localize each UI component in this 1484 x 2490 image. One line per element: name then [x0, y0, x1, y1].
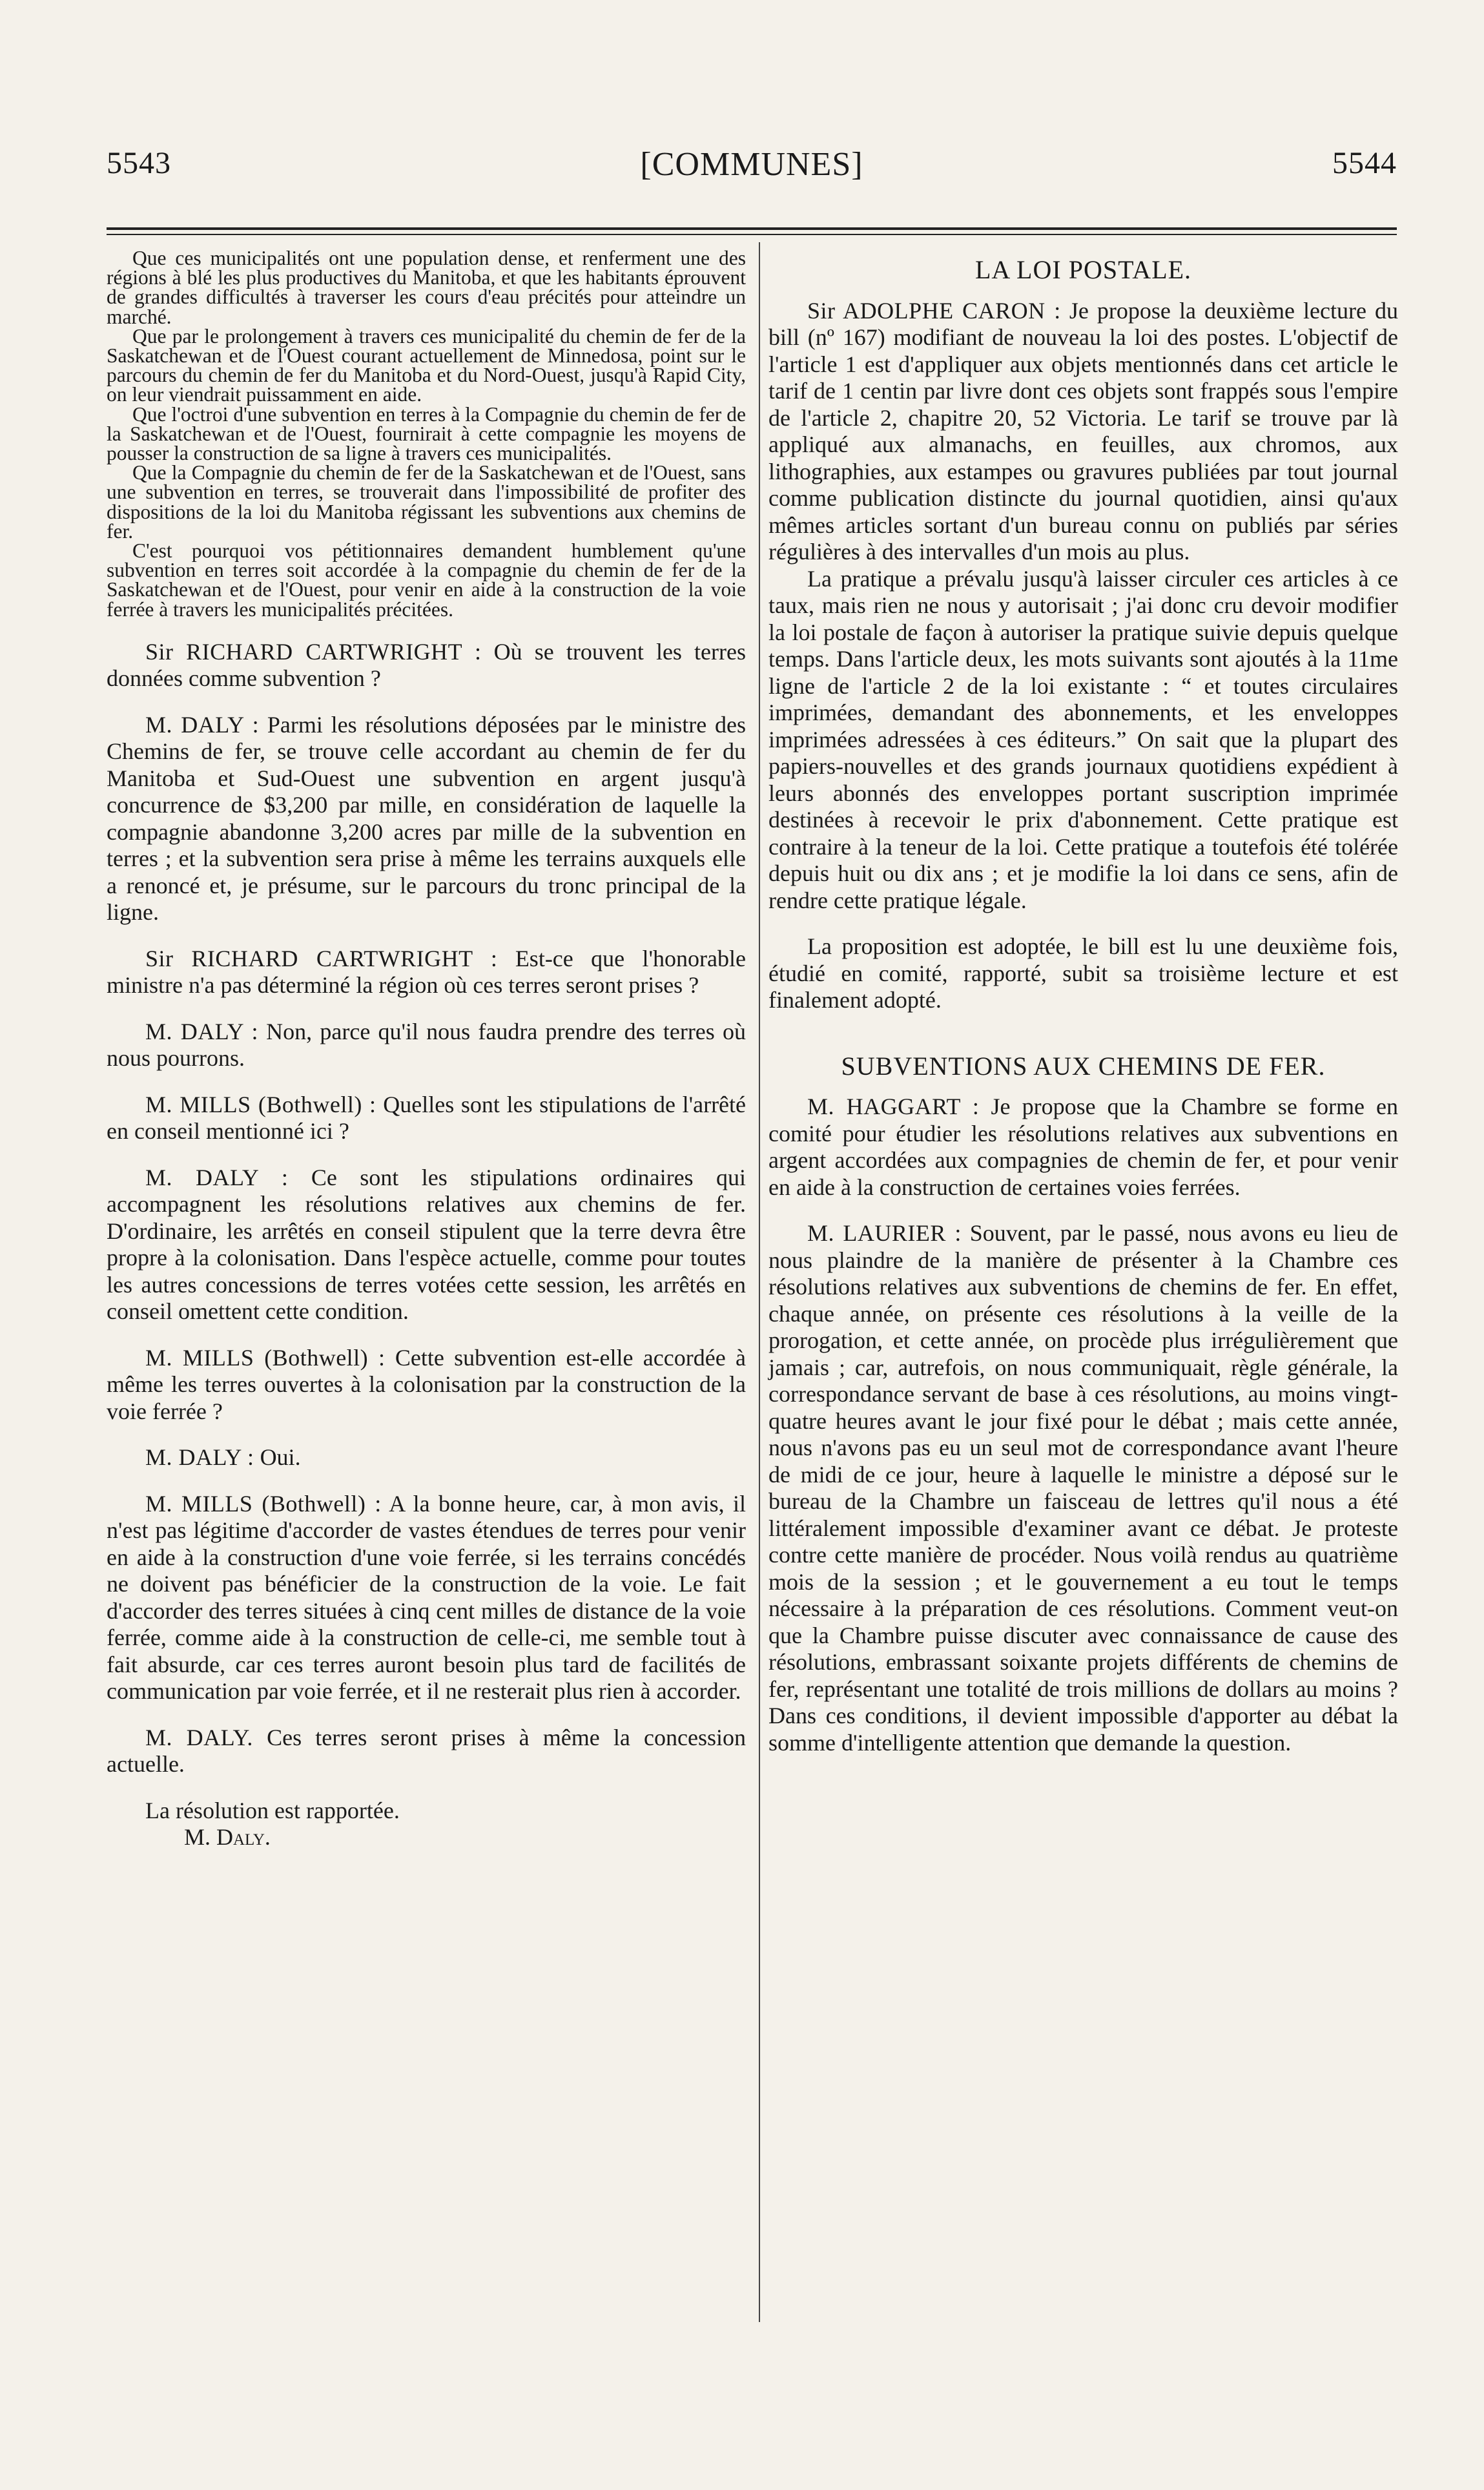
right-column — [768, 249, 1398, 1756]
section-title-postal: LA LOI POSTALE. — [974, 255, 1192, 284]
speaker-name: Sir RICHARD CARTWRIGHT : — [145, 945, 498, 971]
speaker-name: M. DALY : — [145, 1018, 258, 1044]
speech-paragraph — [107, 712, 746, 926]
petition-paragraph: Que l'octroi d'une subvention en terres à la Compagnie du chemin de fer de la Saskatchewan et de l'Ouest, fournirait à cette compagnie les moyens de pousser la construction de sa ligne à travers ces municipalités. — [107, 402, 746, 465]
running-title: [COMMUNES] — [640, 146, 863, 183]
page-header — [107, 145, 1397, 197]
adoption-paragraph: La proposition est adoptée, le bill est lu une deuxième fois, étudié en comité, rapporté, subit sa troisième lecture et est finalement adopté. — [768, 933, 1398, 1013]
speech-paragraph: La pratique a prévalu jusqu'à laisser circuler ces articles à ce taux, mais rien ne nous y autorisait ; j'ai donc cru devoir modifier la loi postale de façon à autoriser la pratique suivie depuis quelque temps. Dans l'article deux, les mots suivants sont ajoutés à la 11me ligne de l'article 2 de la loi existante : “ et toutes circulaires imprimées, demandant des abonnements, et les enveloppes imprimées adressées à ces éditeurs.” On sait que la plupart des papiers-nouvelles et des grands journaux quotidiens expédient à leurs abonnés des enveloppes portant suscription imprimée destinées à recevoir le prix d'abonnement. Cette pratique est contraire à la teneur de la loi. Cette pratique a toutefois été tolérée depuis huit ou dix ans ; et je modifie la loi dans ce sens, afin de rendre cette pratique légale. — [768, 565, 1398, 913]
speech-text: Je propose la deuxième lecture du bill (nº 167) modifiant de nouveau la loi des postes. L'objectif de l'article 1 est d'appliquer aux objets mentionnés dans cet article le tarif de 1 centin par livre dont ces objets sont frappés sous l'empire de l'article 2, chapitre 20, 52 Victoria. Le tarif se trouve par là appliqué aux almanachs, en feuilles, aux chromos, aux lithographies, aux estampes ou gravures publiées par tout journal comme publication distincte du journal quotidien, ainsi qu'aux mêmes articles sortant d'un bureau connu on publiés par séries régulières à des intervalles d'un mois au plus. — [768, 297, 1399, 565]
speech-paragraph — [107, 946, 746, 999]
speaker-name: M. MILLS (Bothwell) : — [145, 1091, 376, 1117]
speech-paragraph — [107, 1444, 746, 1471]
speaker-name: Sir ADOLPHE CARON : — [807, 297, 1061, 324]
speech-text: Non, parce qu'il nous faudra prendre des terres où nous pourrons. — [107, 1018, 746, 1072]
speech-text: Souvent, par le passé, nous avons eu lieu de nous plaindre de la manière de présenter à la Chambre ces résolutions relatives aux subventions de chemins de fer. En effet, chaque année, on présente ces résolutions à la veille de la prorogation, et cette année, on procède plus irrégulièrement que jamais ; car, autrefois, on nous communiquait, règle générale, la correspondance servant de base à ces résolutions, au moins vingt-quatre heures avant le jour fixé pour le débat ; mais cette année, nous n'avons pas eu un seul mot de correspondance avant l'heure de midi de ce jour, heure à laquelle le ministre a déposé sur le bureau de la Chambre un faisceau de lettres qu'il nous a été littéralement impossible d'examiner avant ce débat. Je proteste contre cette manière de procéder. Nous voilà rendus au quatrième mois de la session ; et le gouvernement a eu tout le temps nécessaire à la préparation de ces résolutions. Comment veut-on que la Chambre puisse discuter avec connaissance de cause des résolutions, embrassant soixante projets différents de chemins de fer, représentant une totalité de trois millions de dollars au moins ? Dans ces conditions, il devient impossible d'apporter au débat la somme d'intelligente attention que demande la question. — [768, 1220, 1398, 1756]
page-number-right: 5544 — [1332, 146, 1397, 180]
speech-text: Ces terres seront prises à même la concession actuelle. — [107, 1724, 747, 1778]
speaker-name: M. MILLS (Bothwell) : — [145, 1344, 386, 1371]
speech-text: Parmi les résolutions déposées par le ministre des Chemins de fer, se trouve celle accordant au chemin de fer du Manitoba et Sud-Ouest une subvention en argent jusqu'à concurrence de $3,200 par mille, en considération de laquelle la compagnie abandonne 3,200 acres par mille de la subvention en terres ; et la subvention sera prise à même les terrains auxquels elle a renoncé et, je présume, sur le parcours du tronc principal de la ligne. — [107, 711, 746, 926]
speech-paragraph — [107, 1725, 746, 1778]
speaker-name: M. DALY. — [145, 1724, 253, 1750]
speech-paragraph — [107, 1345, 746, 1426]
speech-text: Où se trouvent les terres données comme subvention ? — [107, 638, 746, 692]
left-column — [107, 249, 746, 1851]
page-number-left: 5543 — [107, 146, 171, 180]
speech-text: Je propose que la Chambre se forme en comité pour étudier les résolutions relatives aux subventions en argent accordées aux compagnies de chemin de fer, et pour venir en aide à la construction de certaines voies ferrées. — [768, 1094, 1398, 1200]
speech-text: A la bonne heure, car, à mon avis, il n'est pas légitime d'accorder de vastes étendues de terres pour venir en aide à la construction d'une voie ferrée, si les terrains concédés ne doivent pas bénéficier de la construction de la voie. Le fait d'accorder des terres situées à cinq cent milles de distance de la voie ferrée, comme aide à la construction de celle-ci, me semble tout à fait absurde, car ces terres auront besoin plus tard de facilités de communication par voie ferrée, et il ne resterait plus rien à accorder. — [107, 1490, 747, 1705]
speaker-name: M. DALY : — [145, 711, 260, 738]
petition-paragraph: Que ces municipalités ont une population dense, et renferment une des régions à blé les plus productives du Manitoba, et que les habitants éprouvent de grandes difficultés à traverser les cours d'eau précités pour atteindre un marché. — [107, 247, 746, 328]
speaker-name: M. HAGGART : — [807, 1094, 980, 1119]
speech-paragraph — [107, 639, 746, 692]
speech-paragraph — [107, 1165, 746, 1325]
speech-text: Ce sont les stipulations ordinaires qui accompagnent les résolutions relatives aux chemins de fer. D'ordinaire, les arrêtés en conseil stipulent que la terre devra être propre à la colonisation. Dans l'espèce actuelle, comme pour toutes les autres concessions de terres votées cette session, les arrêtés en conseil omettent cette condition. — [107, 1164, 747, 1325]
speech-paragraph — [107, 1092, 746, 1145]
speech-text: Est-ce que l'honorable ministre n'a pas déterminé la région où ces terres seront prises ? — [107, 945, 746, 999]
speaker-name: M. DALY : — [145, 1444, 254, 1471]
speech-paragraph — [768, 1094, 1398, 1201]
header-rule — [107, 227, 1397, 230]
speaker-name: M. DALY : — [145, 1164, 289, 1190]
speaker-name: M. MILLS (Bothwell) : — [145, 1490, 382, 1517]
speech-text: Oui. — [260, 1444, 301, 1471]
speech-paragraph — [107, 1491, 746, 1705]
closing-line: La résolution est rapportée. — [145, 1797, 400, 1823]
speech-paragraph — [768, 1220, 1398, 1756]
speaker-name: M. LAURIER : — [807, 1220, 962, 1246]
petition-paragraph: Que la Compagnie du chemin de fer de la Saskatchewan et de l'Ouest, sans une subvention en terres, se trouverait dans l'impossibilité de profiter des dispositions de la loi du Manitoba régissant les subventions aux chemins de fer. — [107, 461, 746, 543]
signature: M. Daly. — [184, 1824, 271, 1851]
speech-paragraph — [768, 298, 1398, 566]
speech-paragraph — [107, 1019, 746, 1072]
petition-text — [107, 249, 746, 619]
column-divider — [759, 242, 760, 2322]
petition-paragraph: Que par le prolongement à travers ces municipalité du chemin de fer de la Saskatchewan et de l'Ouest courant actuellement de Minnedosa, point sur le parcours du chemin de fer du Manitoba et du Nord-Ouest, jusqu'à Rapid City, on leur viendrait puissamment en aide. — [107, 324, 746, 406]
header-rule-thin — [107, 234, 1397, 235]
speech-text: Quelles sont les stipulations de l'arrêté en conseil mentionné ici ? — [107, 1091, 747, 1145]
speech-text: Cette subvention est-elle accordée à même les terres ouvertes à la colonisation par la construction de la voie ferrée ? — [107, 1344, 746, 1424]
speaker-name: Sir RICHARD CARTWRIGHT : — [145, 638, 482, 665]
section-title-railway: SUBVENTIONS AUX CHEMINS DE FER. — [841, 1051, 1326, 1081]
petition-paragraph: C'est pourquoi vos pétitionnaires demandent humblement qu'une subvention en terres soit accordée à la compagnie du chemin de fer de la Saskatchewan et de l'Ouest, pour venir en aide à la construction de la voie ferrée à travers les municipalités précitées. — [107, 539, 746, 621]
